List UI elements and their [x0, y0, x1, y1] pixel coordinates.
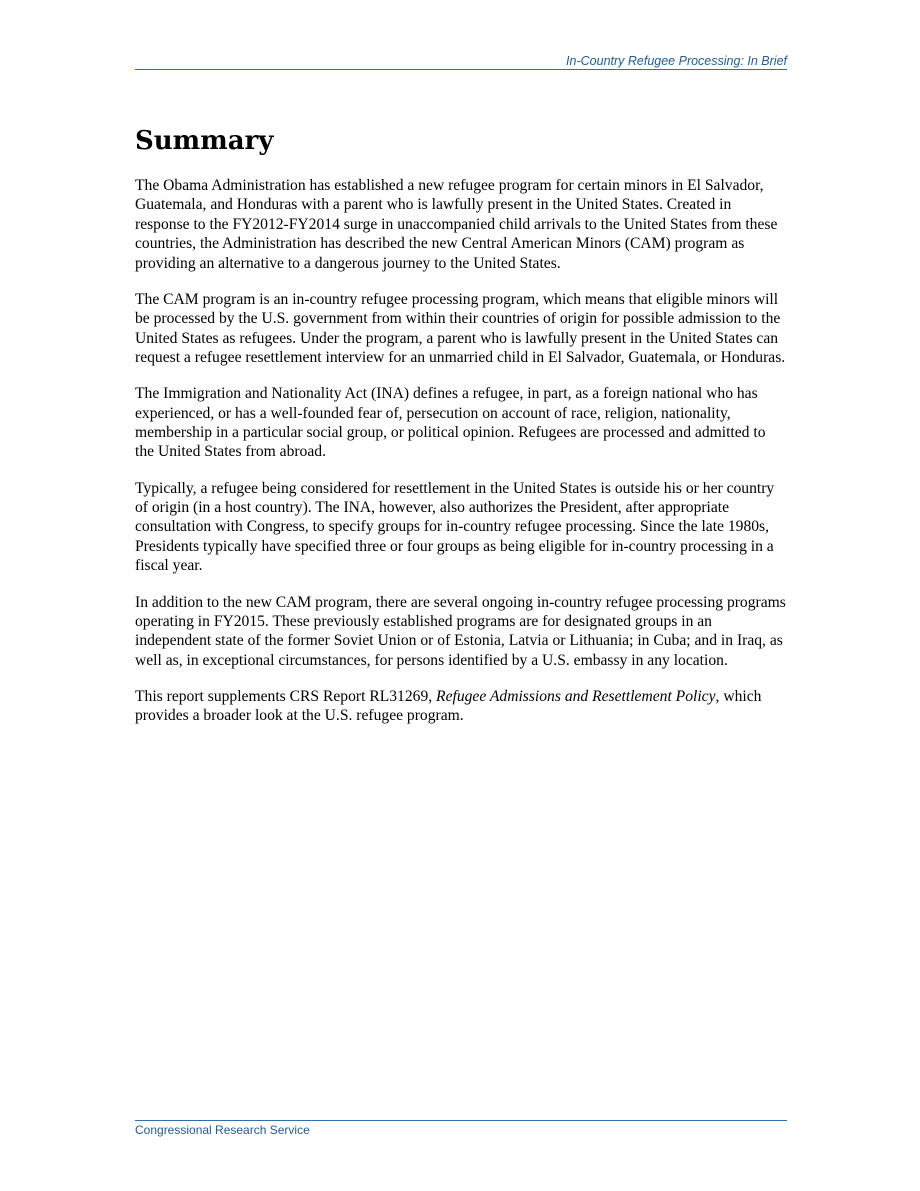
cited-report-title: Refugee Admissions and Resettlement Policy — [436, 687, 716, 705]
running-header: In-Country Refugee Processing: In Brief — [566, 54, 787, 68]
paragraph-4: Typically, a refugee being considered for resettlement in the United States is outside his or her country of origin (in a host country). The INA, however, also authorizes the President, after appropriate consultation with Congress, to specify groups for in-country refugee processing. Since the late 1980s, Presidents typically have specified three or four groups as being eligible for in-country processing in a fiscal year. — [135, 479, 775, 575]
running-footer: Congressional Research Service — [135, 1123, 310, 1137]
header-divider — [135, 69, 787, 70]
paragraph-6-tail: , which provides a broader look at the U.S. refugee program. — [135, 687, 762, 725]
paragraph-6 — [135, 687, 787, 726]
paragraph-5: In addition to the new CAM program, there are several ongoing in-country refugee processing programs operating in FY2015. These previously established programs are for designated groups in an independent state of the former Soviet Union or of Estonia, Latvia or Lithuania; in Cuba; and in Iraq, as well as, in exceptional circumstances, for persons identified by a U.S. embassy in any location. — [135, 593, 786, 669]
paragraph-3: The Immigration and Nationality Act (INA) defines a refugee, in part, as a foreign national who has experienced, or has a well-founded fear of, persecution on account of race, religion, nationality, membership in a particular social group, or political opinion. Refugees are processed and admitted to the United States from abroad. — [135, 385, 766, 461]
summary-body — [135, 176, 787, 743]
section-title: Summary — [135, 126, 274, 156]
paragraph-1: The Obama Administration has established a new refugee program for certain minors in El Salvador, Guatemala, and Honduras with a parent who is lawfully present in the United States. Created in response to the FY2012-FY2014 surge in unaccompanied child arrivals to the United States from these countries, the Administration has described the new Central American Minors (CAM) program as providing an alternative to a dangerous journey to the United States. — [135, 177, 778, 272]
footer-divider — [135, 1120, 787, 1121]
paragraph-2: The CAM program is an in-country refugee processing program, which means that eligible minors will be processed by the U.S. government from within their countries of origin for possible admission to the United States as refugees. Under the program, a parent who is lawfully present in the United States can request a refugee resettlement interview for an unmarried child in El Salvador, Guatemala, or Honduras. — [135, 290, 786, 367]
paragraph-6-lead: This report supplements CRS Report RL31269, — [135, 687, 437, 705]
